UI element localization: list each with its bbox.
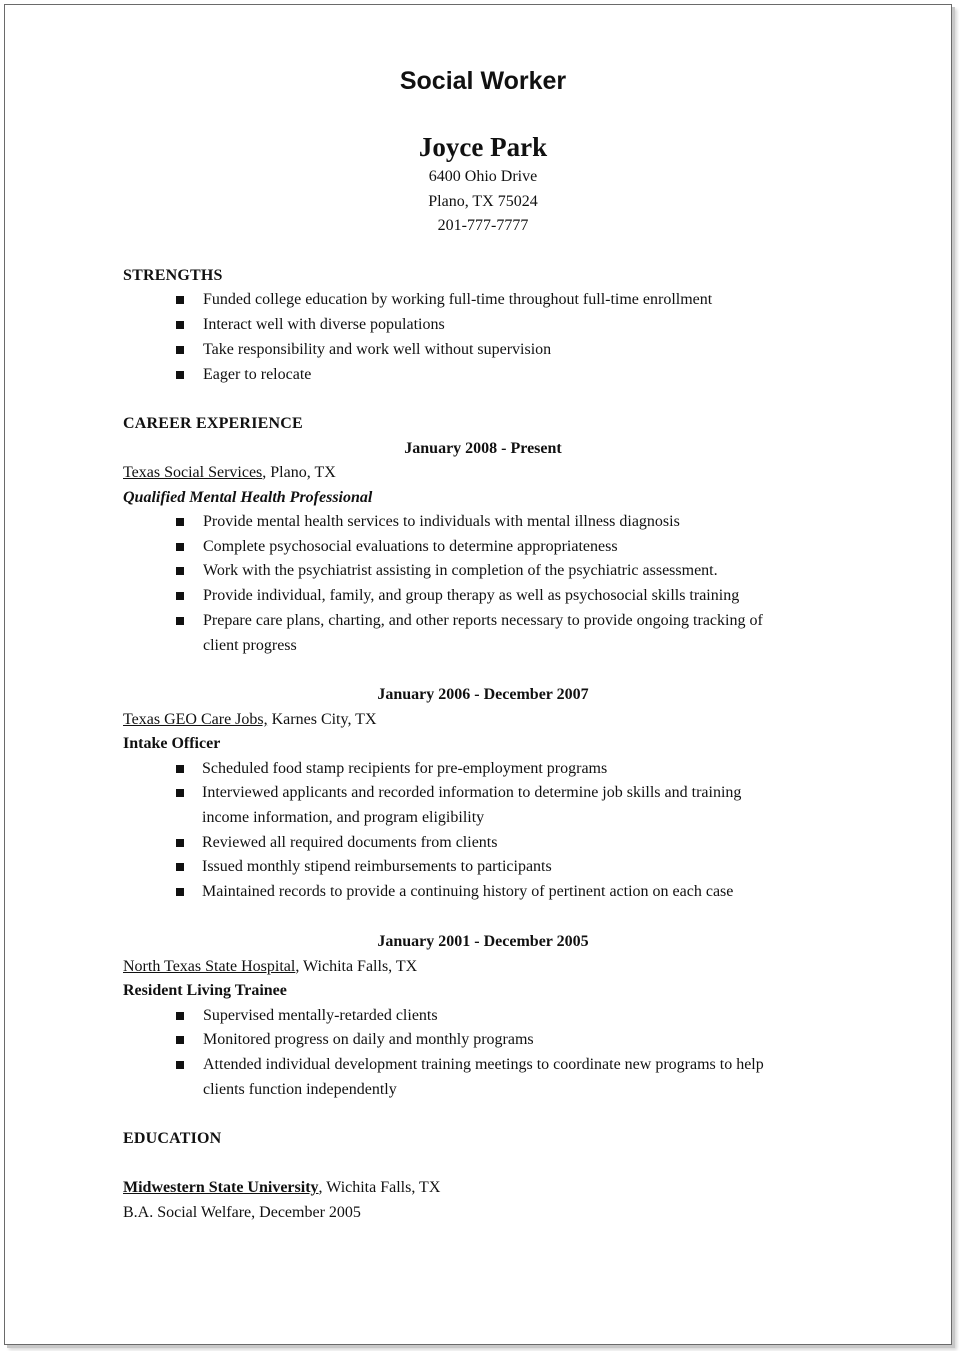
job-duty: Prepare care plans, charting, and other reports necessary to provide ongoing tracking of <box>203 612 763 629</box>
job-duty: Work with the psychiatrist assisting in completion of the psychiatric assessment. <box>203 562 718 579</box>
bullet-icon <box>176 518 184 526</box>
job-duty: Maintained records to provide a continuing history of pertinent action on each case <box>202 883 734 900</box>
job-duty: Supervised mentally-retarded clients <box>203 1007 438 1024</box>
bullet-icon <box>176 888 184 896</box>
bullet-icon <box>176 863 184 871</box>
job-duty: Attended individual development training meetings to coordinate new programs to help <box>203 1056 764 1073</box>
bullet-icon <box>176 321 184 329</box>
bullet-icon <box>176 543 184 551</box>
strengths-heading: STRENGTHS <box>123 267 223 284</box>
job-duty: Interviewed applicants and recorded information to determine job skills and training <box>202 784 742 801</box>
bullet-icon <box>176 765 184 773</box>
strength-item: Take responsibility and work well without supervision <box>203 341 552 358</box>
education-heading: EDUCATION <box>123 1130 222 1147</box>
resume-page <box>4 4 952 1345</box>
bullet-icon <box>176 1012 184 1020</box>
job-duty: Issued monthly stipend reimbursements to participants <box>202 858 552 875</box>
address-line-2: Plano, TX 75024 <box>428 193 538 210</box>
job-duty: Provide mental health services to individuals with mental illness diagnosis <box>203 513 680 530</box>
career-heading: CAREER EXPERIENCE <box>123 415 303 432</box>
education-degree: B.A. Social Welfare, December 2005 <box>123 1204 361 1221</box>
document-title: Social Worker <box>399 67 567 95</box>
phone-number: 201-777-7777 <box>437 217 529 234</box>
job-duty: Monitored progress on daily and monthly programs <box>203 1031 534 1048</box>
employer-location: , Plano, TX <box>262 464 336 481</box>
bullet-icon <box>176 839 184 847</box>
job-role: Intake Officer <box>123 735 221 752</box>
school-name: Midwestern State University <box>123 1179 319 1196</box>
education-school-line <box>123 1179 440 1197</box>
strength-item: Interact well with diverse populations <box>203 316 445 333</box>
employer-location: , Wichita Falls, TX <box>295 958 418 975</box>
job-duty: Complete psychosocial evaluations to determine appropriateness <box>203 538 618 555</box>
job-duty-continued: income information, and program eligibility <box>202 809 485 826</box>
job-dates: January 2006 - December 2007 <box>377 686 589 703</box>
job-duty-continued: client progress <box>203 637 297 654</box>
strength-item: Funded college education by working full-time throughout full-time enrollment <box>203 291 713 308</box>
bullet-icon <box>176 1036 184 1044</box>
applicant-name: Joyce Park <box>418 132 548 162</box>
bullet-icon <box>176 592 184 600</box>
job-dates: January 2008 - Present <box>404 440 562 457</box>
bullet-icon <box>176 1061 184 1069</box>
bullet-icon <box>176 296 184 304</box>
employer-name: Texas GEO Care Jobs, <box>123 711 268 728</box>
strength-item: Eager to relocate <box>203 366 312 383</box>
bullet-icon <box>176 567 184 575</box>
bullet-icon <box>176 371 184 379</box>
job-duty: Provide individual, family, and group therapy as well as psychosocial skills training <box>203 587 740 604</box>
job-duty: Reviewed all required documents from clients <box>202 834 498 851</box>
employer-location: Karnes City, TX <box>267 711 377 728</box>
job-employer-line <box>123 711 377 729</box>
bullet-icon <box>176 789 184 797</box>
employer-name: North Texas State Hospital <box>123 958 296 975</box>
school-location: , Wichita Falls, TX <box>318 1179 441 1196</box>
job-employer-line <box>123 958 417 976</box>
job-duty-continued: clients function independently <box>203 1081 397 1098</box>
employer-name: Texas Social Services <box>123 464 263 481</box>
job-role: Resident Living Trainee <box>123 982 287 999</box>
bullet-icon <box>176 346 184 354</box>
job-role: Qualified Mental Health Professional <box>123 489 373 506</box>
bullet-icon <box>176 617 184 625</box>
address-line-1: 6400 Ohio Drive <box>428 168 538 185</box>
job-dates: January 2001 - December 2005 <box>377 933 589 950</box>
job-employer-line <box>123 464 336 482</box>
job-duty: Scheduled food stamp recipients for pre-employment programs <box>202 760 608 777</box>
